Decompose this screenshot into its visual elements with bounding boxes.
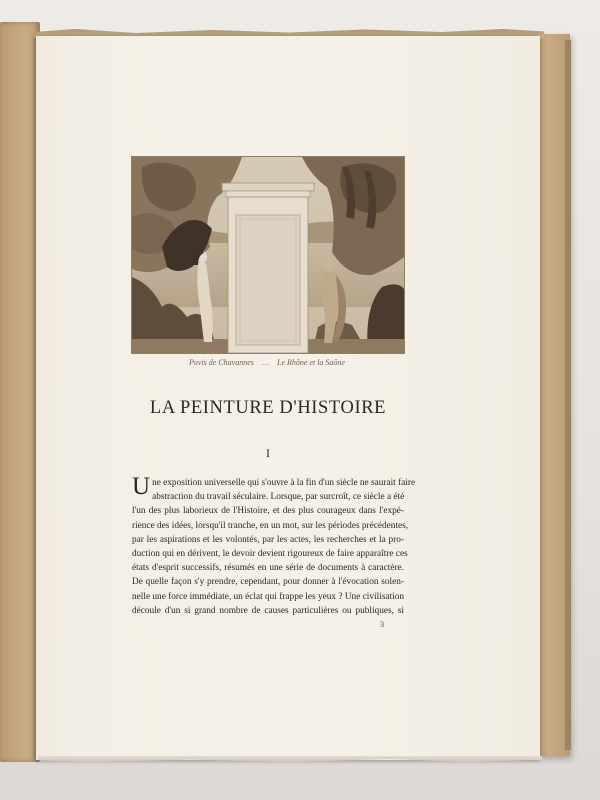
paragraph-line: par les aspirations et les volontés, par les actes, les recherches et la pro- (132, 534, 404, 545)
page-bottom-edge (38, 756, 542, 762)
chapter-title: LA PEINTURE D'HISTOIRE (149, 398, 387, 418)
portfolio-right-edge (565, 40, 571, 750)
paragraph-line: découle d'un si grand nombre de causes particulières ou publiques, si (132, 605, 404, 616)
plate-caption: Puvis de Chavannes … Le Rhône et la Saône (189, 358, 345, 367)
plate-caption-artist: Puvis de Chavannes (189, 358, 254, 367)
paragraph-line: ne exposition universelle qui s'ouvre à la fin d'un siècle ne saurait faire (152, 478, 416, 488)
plate-caption-title: Le Rhône et la Saône (277, 358, 345, 367)
dropcap-letter: U (132, 473, 151, 500)
section-number: I (266, 446, 270, 460)
portfolio-left-board (0, 22, 40, 762)
paragraph-line: nelle une force immédiate, un éclat qui frappe les yeux ? Une civilisation (132, 591, 404, 602)
page-number: 3 (380, 620, 384, 629)
paragraph-line: duction qui en dérivent, le devoir devient rigoureux de faire apparaître ces (132, 549, 408, 560)
engraving-illustration (132, 157, 404, 353)
engraving-plate (131, 156, 405, 354)
paragraph-line: états d'esprit successifs, résumés en une série de documents à caractère. (132, 563, 404, 574)
paragraph-line: abstraction du travail séculaire. Lorsque, par surcroît, ce siècle a été (152, 492, 405, 503)
paragraph-line: l'un des plus laborieux de l'Histoire, et des plus courageux dans l'expé- (132, 506, 404, 517)
paragraph-line: rience des idées, lorsqu'il tranche, en un mot, sur les périodes précédentes, (132, 520, 409, 531)
body-paragraph (132, 473, 416, 616)
paragraph-line: De quelle façon s'y prendre, cependant, pour donner à l'évocation solen- (132, 577, 404, 588)
